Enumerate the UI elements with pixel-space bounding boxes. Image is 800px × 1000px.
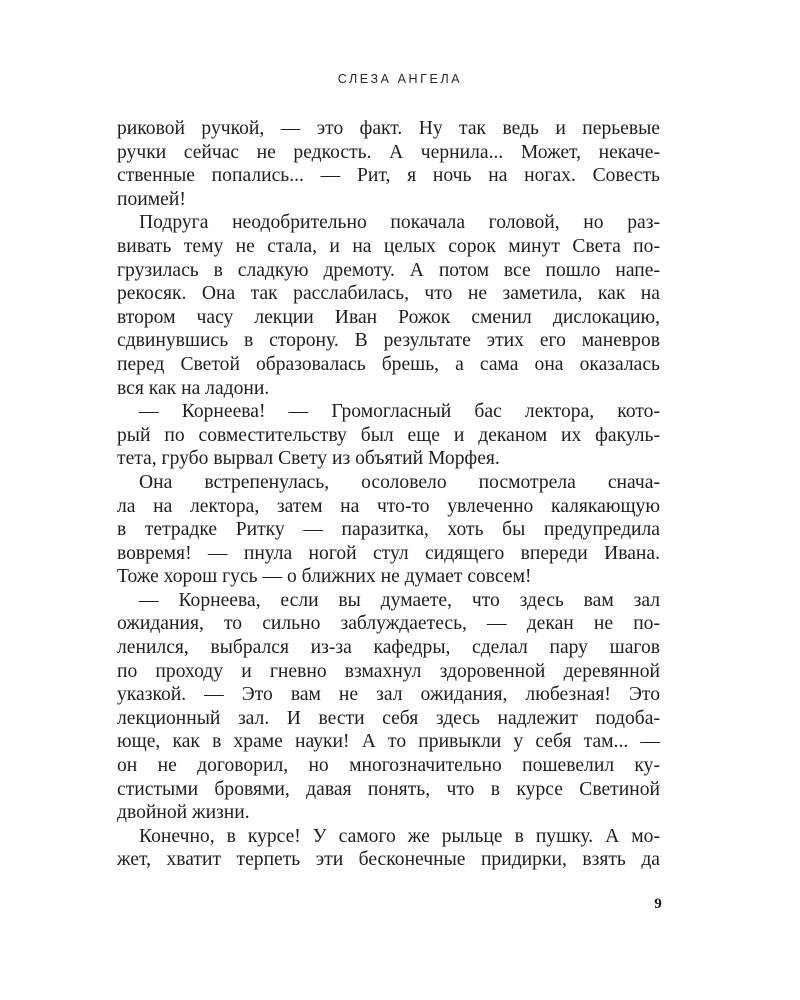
body-text	[117, 117, 660, 872]
text-line: Подруга неодобрительно покачала головой, но раз-	[139, 212, 660, 234]
text-line: Она встрепенулась, осоловело посмотрела снача-	[139, 471, 660, 493]
text-line: ственные попались... — Рит, я ночь на ногах. Совесть	[117, 165, 660, 187]
text-line: вся как на ладони.	[117, 377, 270, 399]
text-line: Тоже хорош гусь — о ближних не думает совсем!	[117, 566, 532, 588]
text-line: он не договорил, но многозначительно пошевелил ку-	[117, 755, 660, 777]
text-line: перед Светой образовалась брешь, а сама она оказалась	[117, 353, 660, 375]
text-line: жет, хватит терпеть эти бесконечные придирки, взять да	[117, 849, 660, 871]
text-line: указкой. — Это вам не зал ожидания, любезная! Это	[117, 684, 660, 706]
text-line: стистыми бровями, давая понять, что в курсе Светиной	[117, 778, 660, 800]
text-line: в тетрадке Ритку — паразитка, хоть бы предупредила	[117, 519, 660, 541]
text-line: — Корнеева! — Громогласный бас лектора, кото-	[139, 401, 660, 423]
text-line: сдвинувшись в сторону. В результате этих его маневров	[117, 330, 660, 352]
text-line: двойной жизни.	[117, 802, 250, 824]
text-line: ручки сейчас не редкость. А чернила... Может, некаче-	[117, 141, 660, 163]
text-line: вивать тему не стала, и на целых сорок минут Света по-	[117, 235, 660, 257]
text-line: — Корнеева, если вы думаете, что здесь вам зал	[139, 589, 660, 611]
text-line: грузилась в сладкую дремоту. А потом все пошло напе-	[117, 259, 660, 281]
text-line: риковой ручкой, — это факт. Ну так ведь и перьевые	[117, 118, 660, 139]
text-line: рый по совместительству был еще и деканом их факуль-	[117, 424, 660, 446]
text-line: ла на лектора, затем на что-то увлеченно калякающую	[117, 495, 660, 517]
text-line: вовремя! — пнула ногой стул сидящего впереди Ивана.	[117, 542, 660, 564]
text-line: юще, как в храме науки! А то привыкли у себя там... —	[117, 731, 660, 753]
text-line: лекционный зал. И вести себя здесь надлежит подоба-	[117, 707, 660, 729]
page-number: 9	[654, 896, 662, 912]
text-line: тета, грубо вырвал Свету из объятий Морфея.	[117, 448, 500, 470]
text-line: по проходу и гневно взмахнул здоровенной деревянной	[117, 660, 660, 682]
text-line: ленился, выбрался из-за кафедры, сделал пару шагов	[117, 637, 660, 659]
running-head: СЛЕЗА АНГЕЛА	[337, 72, 463, 86]
text-line: поимей!	[117, 188, 186, 210]
text-line: втором часу лекции Иван Рожок сменил дислокацию,	[117, 306, 660, 328]
text-line: рекосяк. Она так расслабилась, что не заметила, как на	[117, 283, 660, 305]
text-line: Конечно, в курсе! У самого же рыльце в пушку. А мо-	[139, 825, 660, 847]
text-line: ожидания, то сильно заблуждаетесь, — декан не по-	[117, 613, 660, 635]
